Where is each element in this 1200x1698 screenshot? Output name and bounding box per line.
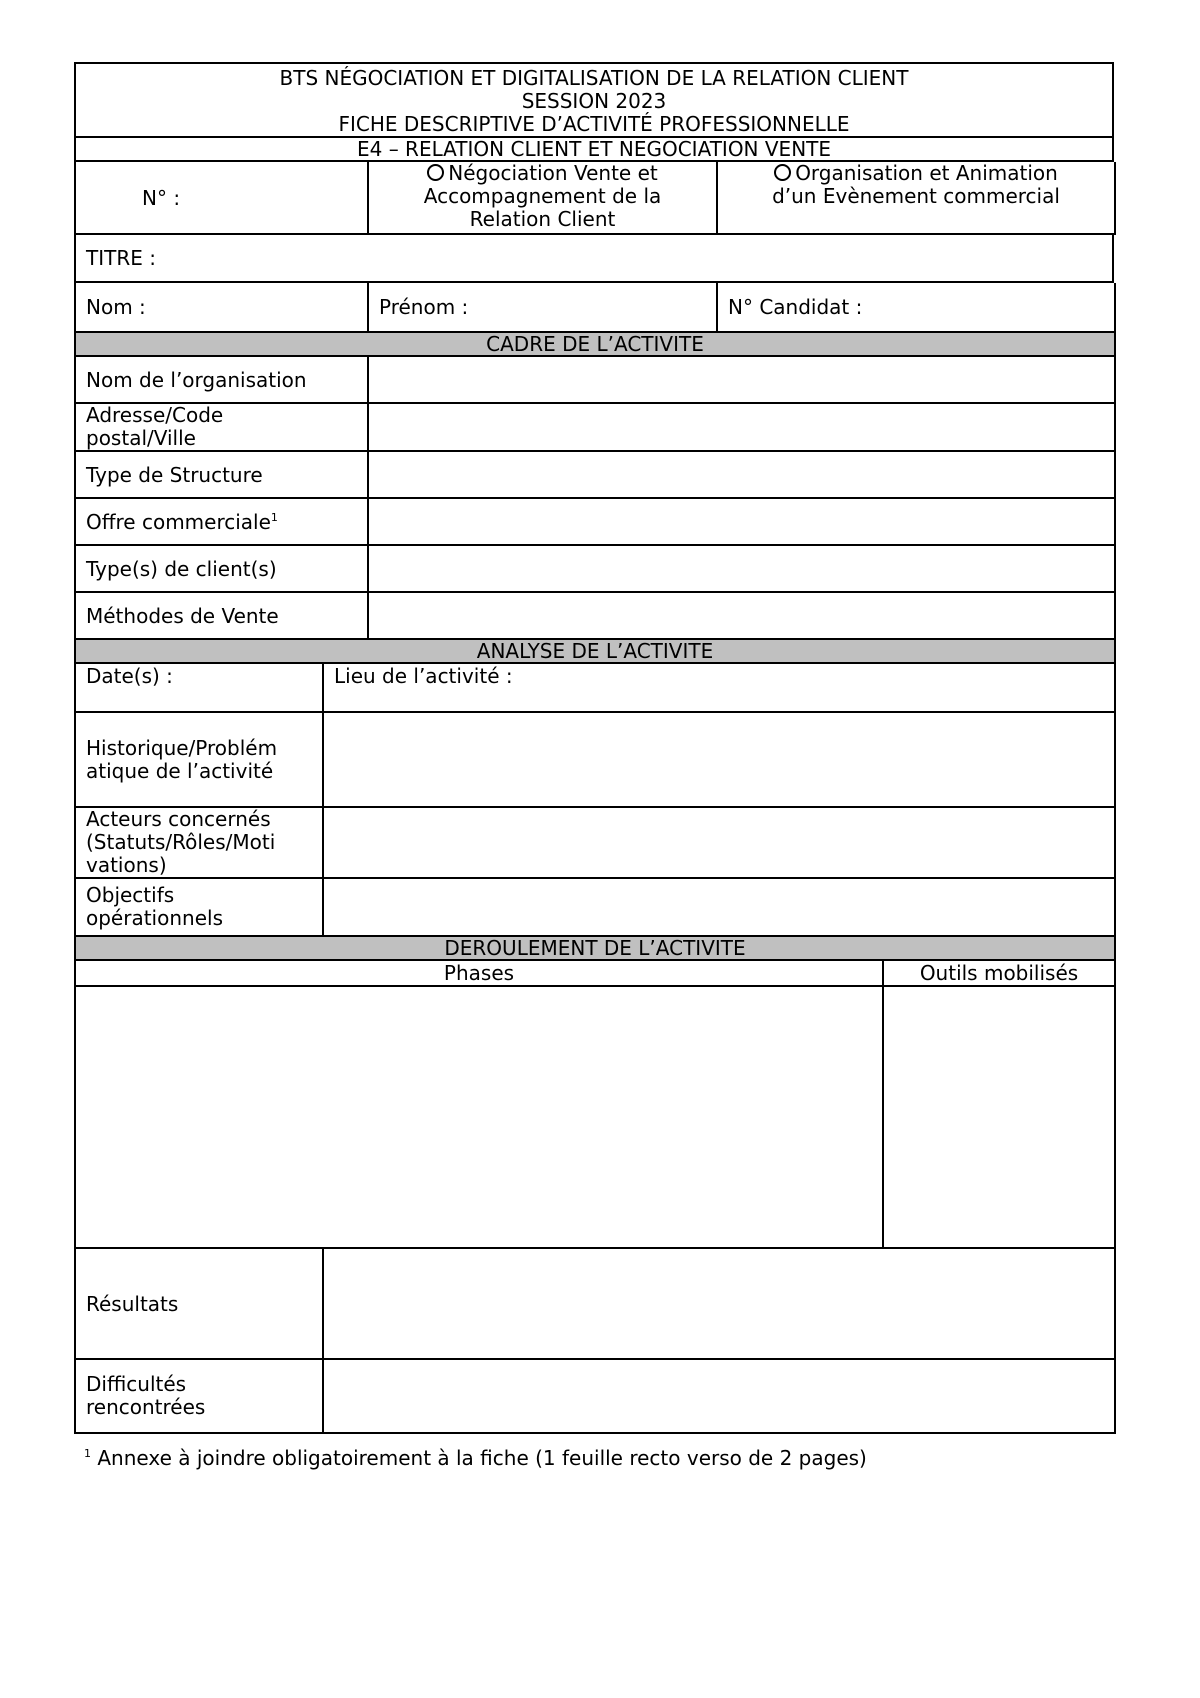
historique-input[interactable] [323,712,1115,807]
clients-input[interactable] [368,545,1115,592]
acteurs-line-3: vations) [86,853,167,877]
title-line-1: BTS NÉGOCIATION ET DIGITALISATION DE LA RELATION CLIENT [279,65,909,90]
nom-label: Nom : [86,295,146,319]
nom-field[interactable] [75,283,368,332]
lieu-field[interactable] [323,663,1115,712]
titre-label: TITRE : [86,246,156,270]
footnote [84,1446,867,1470]
adresse-line-1: Adresse/Code [86,403,224,427]
resultats-input[interactable] [323,1249,1115,1359]
objectifs-input[interactable] [323,878,1115,936]
option-evenement[interactable] [717,162,1115,234]
option-negociation[interactable] [368,162,717,234]
title-line-2: SESSION 2023 [521,88,667,113]
footnote-marker: 1 [84,1447,91,1460]
historique-line-2: atique de l’activité [86,758,274,783]
cadre-row-adresse [75,403,368,451]
difficultes-input[interactable] [323,1359,1115,1433]
options-table [74,162,1116,235]
option1-line-2: Accompagnement de la [423,184,662,208]
title-line-3: FICHE DESCRIPTIVE D’ACTIVITÉ PROFESSIONNELLE [338,111,850,136]
adresse-input[interactable] [368,403,1115,451]
candidat-label: N° Candidat : [728,295,863,319]
form-title [75,63,1113,137]
difficultes-line-2: rencontrées [86,1395,206,1419]
option2-line-2: d’un Evènement commercial [772,184,1060,208]
offre-footnote-ref: 1 [270,510,278,524]
dates-field[interactable] [75,663,323,712]
option1-line-1: Négociation Vente et [448,161,658,185]
results-table [74,1249,1116,1434]
option2-line-1: Organisation et Animation [795,161,1058,185]
objectifs-label [75,878,323,936]
dates-label: Date(s) : [86,664,173,688]
organisation-input[interactable] [368,356,1115,403]
activity-form [74,62,1114,1434]
phases-header: Phases [75,960,883,986]
identity-table [74,283,1116,333]
cadre-row-methodes: Méthodes de Vente [75,592,368,639]
cadre-heading: CADRE DE L’ACTIVITE [75,333,1115,356]
outils-input[interactable] [883,986,1115,1248]
difficultes-label [75,1359,323,1433]
adresse-line-2: postal/Ville [86,426,196,450]
acteurs-input[interactable] [323,807,1115,878]
cadre-row-structure: Type de Structure [75,451,368,498]
structure-input[interactable] [368,451,1115,498]
radio-evenement-icon[interactable] [774,164,791,181]
prenom-field[interactable] [368,283,717,332]
methodes-input[interactable] [368,592,1115,639]
phases-input[interactable] [75,986,883,1248]
objectifs-line-2: opérationnels [86,906,223,930]
analyse-heading: ANALYSE DE L’ACTIVITE [75,640,1115,663]
deroulement-heading: DEROULEMENT DE L’ACTIVITE [75,937,1115,960]
offre-label: Offre commerciale [86,509,271,534]
analyse-table [74,640,1116,937]
radio-negociation-icon[interactable] [427,164,444,181]
titre-field[interactable] [75,235,1113,282]
offre-input[interactable] [368,498,1115,545]
acteurs-line-2: (Statuts/Rôles/Moti [86,830,276,854]
cadre-row-offre [75,498,368,545]
acteurs-label [75,807,323,878]
historique-line-1: Historique/Problém [86,735,278,760]
prenom-label: Prénom : [379,295,469,319]
footnote-text: Annexe à joindre obligatoirement à la fiche (1 feuille recto verso de 2 pages) [97,1446,867,1470]
historique-label [75,712,323,807]
cadre-row-clients: Type(s) de client(s) [75,545,368,592]
option1-line-3: Relation Client [469,207,616,231]
cadre-table [74,333,1116,640]
resultats-label: Résultats [75,1249,323,1359]
acteurs-line-1: Acteurs concernés [86,807,271,831]
candidat-field[interactable] [717,283,1115,332]
difficultes-line-1: Difficultés [86,1372,187,1396]
cadre-row-organisation: Nom de l’organisation [75,356,368,403]
header-table [74,62,1114,162]
exam-subtitle: E4 – RELATION CLIENT ET NEGOCIATION VENTE [75,137,1113,161]
deroulement-table [74,937,1116,1249]
number-label: N° : [75,162,368,234]
lieu-label: Lieu de l’activité : [334,664,513,688]
outils-header: Outils mobilisés [883,960,1115,986]
title-table [74,235,1114,283]
objectifs-line-1: Objectifs [86,883,175,907]
